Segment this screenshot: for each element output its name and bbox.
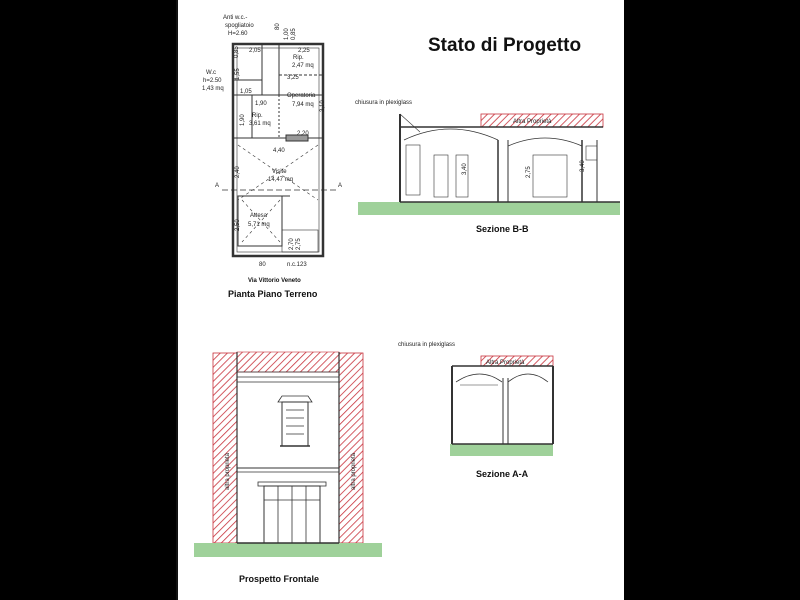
section-aa-altra: Altra Proprietà (486, 360, 525, 366)
dim-310: 3,10 (320, 100, 326, 112)
wc-area: 1,43 mq (202, 86, 224, 92)
dim-080b: 80 (275, 23, 281, 30)
front-left-label: altra proprietà (225, 452, 231, 490)
section-mark-left: A (215, 183, 220, 189)
section-bb-caption: Sezione B-B (476, 224, 529, 234)
wc-height: h=2.50 (203, 78, 222, 84)
dim-250: 2,50 (235, 219, 241, 231)
section-aa (398, 342, 553, 479)
dim-275: 2,75 (296, 238, 302, 250)
front-caption: Prospetto Frontale (239, 574, 320, 584)
attesa-area: 5,71 mq (248, 222, 270, 228)
rip2-area: 3,61 mq (249, 121, 271, 127)
section-bb-h1: 3,40 (462, 163, 468, 175)
dim-270: 2,70 (289, 238, 295, 250)
operatoria-label: Operatoria (287, 93, 316, 99)
front-elevation (194, 352, 382, 584)
wc-label: W.c (206, 70, 216, 76)
plan-caption: Pianta Piano Terreno (228, 289, 318, 299)
section-bb-altra: Altra Proprietà (513, 119, 552, 125)
section-aa-caption: Sezione A-A (476, 469, 529, 479)
dim-085b: 0,85 (234, 46, 240, 58)
dim-100: 1,00 (284, 28, 290, 40)
section-bb-h2: 2,75 (526, 166, 532, 178)
operatoria-area: 7,94 mq (292, 102, 314, 108)
dim-240: 2,40 (235, 166, 241, 178)
visite-area: 14,47 mq (268, 177, 294, 183)
rip1-label: Rip. (293, 55, 304, 61)
attesa-label: Attesa (250, 213, 268, 219)
dim-190b: 1,90 (240, 114, 246, 126)
dim-080: 80 (259, 262, 266, 268)
section-aa-note: chiusura in plexiglass (398, 342, 456, 348)
dim-220: 2,20 (297, 131, 309, 137)
section-mark-right: A (338, 183, 343, 189)
dim-440: 4,40 (273, 148, 285, 154)
anti-wc-label: Anti w.c.- (223, 15, 248, 21)
rip2-label: Rip. (252, 113, 263, 119)
dim-105: 1,05 (240, 89, 252, 95)
section-bb-h3: 3,40 (580, 160, 586, 172)
civic-number: n.c.123 (287, 262, 307, 268)
anti-wc-height: H=2.60 (228, 31, 248, 37)
front-right-label: altra proprietà (351, 452, 357, 490)
plan-labels (202, 15, 342, 268)
dim-155: 1,55 (235, 68, 241, 80)
section-bb (355, 100, 620, 234)
dim-190: 1,90 (255, 101, 267, 107)
visite-label: Visite (272, 169, 287, 175)
drawing-title: Stato di Progetto (428, 35, 582, 56)
anti-wc-label2: spogliatoio (225, 23, 254, 29)
dim-205: 2,05 (249, 48, 261, 54)
rip1-area: 2,47 mq (292, 63, 314, 69)
dim-225: 2,25 (298, 48, 310, 54)
dim-085: 0,85 (291, 28, 297, 40)
plan-street: Via Vittorio Veneto (248, 278, 301, 284)
dim-325: 3,25 (287, 75, 299, 81)
section-bb-note: chiusura in plexiglass (355, 100, 413, 106)
